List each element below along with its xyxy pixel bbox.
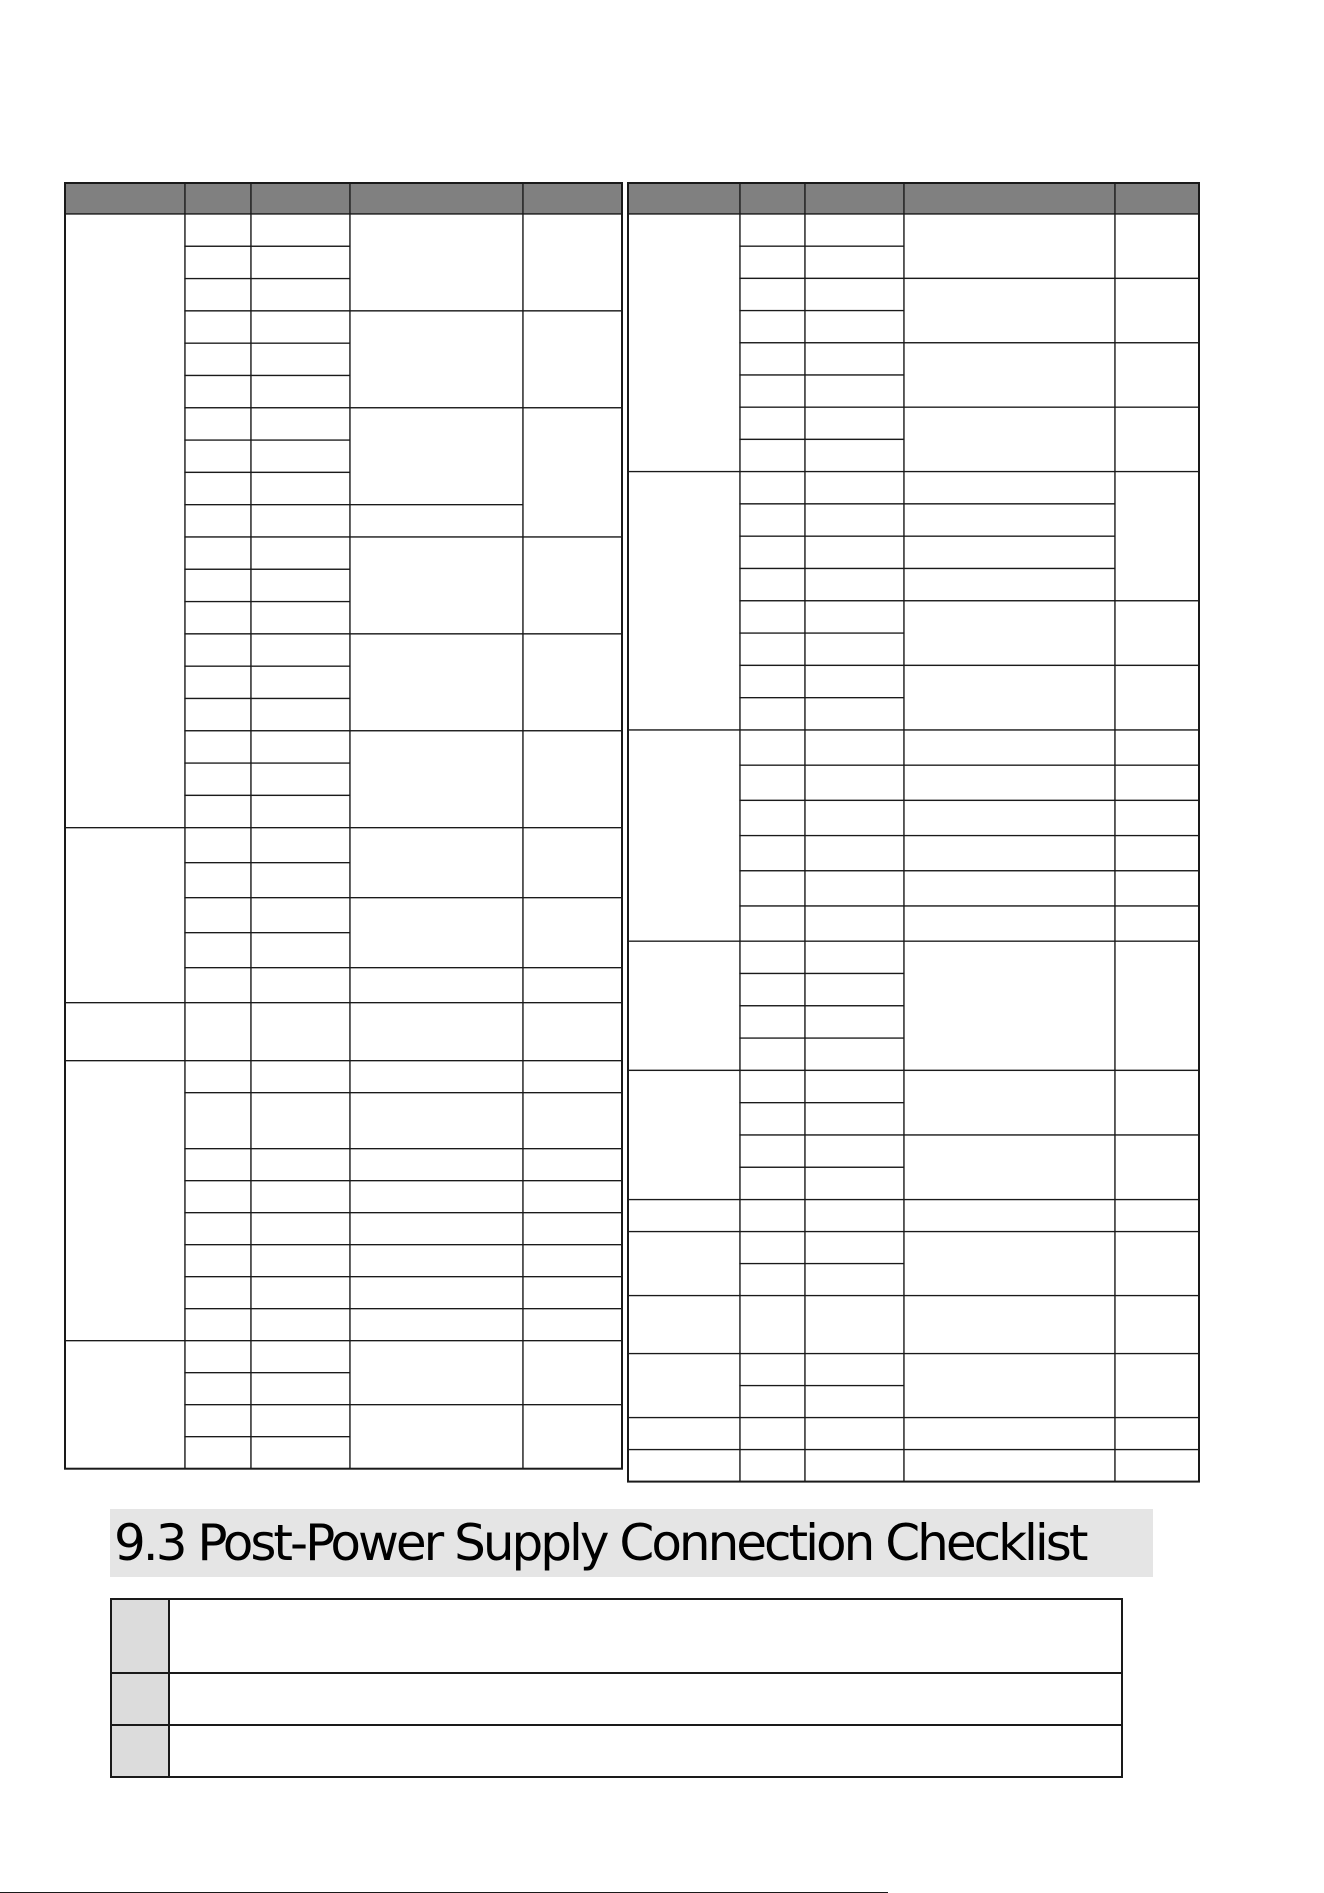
table-cell [185,1277,251,1309]
table-cell [904,536,1115,568]
table-cell [251,408,350,440]
table-cell [251,933,350,968]
table-cell [185,1405,251,1437]
table-cell [805,246,904,278]
checklist-row [110,1598,1123,1674]
table-cell [350,1309,523,1341]
table-cell [904,800,1115,835]
section-heading: 9.3 Post-Power Supply Connection Checklist [110,1509,1153,1577]
table-cell [185,1149,251,1181]
table-cell [805,1103,904,1135]
table-group-cell [628,1450,740,1482]
table-cell [523,537,622,634]
table-header-cell [904,183,1115,214]
checklist-row [110,1674,1123,1726]
table-cell [251,376,350,408]
table-cell [185,1437,251,1469]
table-cell [740,836,805,871]
table-cell [904,472,1115,504]
table-cell [523,1309,622,1341]
table-group-cell [628,941,740,1070]
table-cell [185,968,251,1003]
table-cell [904,601,1115,666]
table-cell [740,1006,805,1038]
table-cell [251,1309,350,1341]
table-cell [350,968,523,1003]
table-cell [251,246,350,278]
table-cell [740,800,805,835]
table-header-cell [740,183,805,214]
table-cell [805,1038,904,1070]
table-cell [523,1405,622,1469]
table-cell [185,763,251,795]
table-cell [1115,214,1199,278]
table-cell [805,1232,904,1264]
table-cell [740,375,805,407]
table-cell [185,311,251,343]
table-cell [740,1200,805,1232]
table-cell [185,246,251,278]
table-cell [185,1341,251,1373]
table-cell [740,1264,805,1296]
table-cell [740,278,805,310]
table-cell [740,214,805,246]
table-cell [740,569,805,601]
table-cell [805,941,904,973]
table-cell [350,311,523,408]
table-cell [740,601,805,633]
table-cell [185,1373,251,1405]
table-cell [251,1213,350,1245]
table-cell [350,408,523,505]
table-cell [350,1093,523,1149]
table-cell [1115,343,1199,407]
table-cell [251,505,350,537]
table-cell [805,974,904,1006]
table-cell [904,1296,1115,1354]
table-cell [740,1296,805,1354]
table-cell [1115,941,1199,1070]
table-cell [904,1418,1115,1450]
table-cell [251,472,350,504]
table-cell [904,765,1115,800]
checklist-item-text [170,1726,1121,1776]
table-header-cell [185,183,251,214]
table-cell [1115,1135,1199,1200]
table-header-cell [628,183,740,214]
table-cell [251,863,350,898]
table-group-cell [65,1003,185,1061]
table-cell [1115,730,1199,765]
table-cell [740,730,805,765]
table-cell [740,698,805,730]
table-cell [350,1061,523,1093]
table-cell [904,278,1115,342]
table-cell [1115,800,1199,835]
checklist-checkbox-cell [112,1600,170,1672]
table-cell [251,440,350,472]
table-cell [904,665,1115,730]
table-cell [185,666,251,698]
table-cell [185,472,251,504]
table-cell [805,633,904,665]
table-cell [805,1167,904,1199]
table-cell [740,1167,805,1199]
table-cell [740,665,805,697]
table-group-cell [628,472,740,730]
table-cell [185,279,251,311]
table-header-cell [251,183,350,214]
left-data-table [65,183,622,1469]
checklist-checkbox-cell [112,1726,170,1776]
table-group-cell [628,1232,740,1296]
table-cell [251,795,350,827]
table-cell [251,1405,350,1437]
table-group-cell [65,1061,185,1341]
table-cell [251,1061,350,1093]
table-cell [1115,1070,1199,1135]
table-cell [805,1264,904,1296]
table-cell [740,472,805,504]
table-cell [1115,1354,1199,1418]
table-cell [251,1093,350,1149]
table-cell [350,1245,523,1277]
table-cell [523,1213,622,1245]
table-cell [740,1070,805,1102]
table-cell [740,1135,805,1167]
right-data-table [628,183,1199,1482]
table-cell [805,1200,904,1232]
table-cell [185,343,251,375]
table-cell [1115,665,1199,730]
table-cell [251,666,350,698]
table-header-cell [523,183,622,214]
table-cell [251,1373,350,1405]
table-cell [523,1245,622,1277]
table-cell [740,1450,805,1482]
table-cell [740,1386,805,1418]
table-cell [1115,871,1199,906]
table-cell [740,311,805,343]
table-cell [350,1341,523,1405]
table-cell [740,871,805,906]
table-cell [1115,278,1199,342]
table-cell [251,731,350,763]
table-cell [350,731,523,828]
table-cell [904,1354,1115,1418]
table-cell [251,1149,350,1181]
table-cell [1115,1232,1199,1296]
table-group-cell [628,1070,740,1199]
table-cell [805,836,904,871]
table-cell [805,871,904,906]
table-cell [185,1093,251,1149]
table-cell [740,906,805,941]
table-cell [251,634,350,666]
table-cell [805,765,904,800]
table-cell [251,537,350,569]
table-group-cell [65,1341,185,1469]
table-cell [350,1149,523,1181]
table-cell [805,343,904,375]
table-cell [251,602,350,634]
table-cell [805,472,904,504]
table-cell [251,1003,350,1061]
checklist-checkbox-cell [112,1674,170,1724]
table-cell [904,871,1115,906]
table-cell [805,1386,904,1418]
table-cell [1115,1296,1199,1354]
table-cell [740,1038,805,1070]
table-cell [904,941,1115,1070]
table-cell [350,1213,523,1245]
table-cell [350,214,523,311]
table-cell [740,633,805,665]
table-cell [185,1003,251,1061]
table-cell [185,898,251,933]
table-cell [523,1341,622,1405]
checklist-row [110,1726,1123,1778]
table-cell [1115,836,1199,871]
table-cell [523,898,622,968]
table-cell [523,634,622,731]
table-cell [185,731,251,763]
table-cell [904,836,1115,871]
table-cell [805,375,904,407]
table-cell [1115,407,1199,471]
table-cell [251,1181,350,1213]
table-cell [251,1341,350,1373]
table-cell [805,730,904,765]
table-cell [185,1309,251,1341]
table-cell [904,214,1115,278]
table-cell [251,763,350,795]
table-cell [740,536,805,568]
table-group-cell [628,730,740,941]
table-cell [185,1213,251,1245]
table-cell [904,1232,1115,1296]
table-group-cell [628,1354,740,1418]
checklist-item-text [170,1674,1121,1724]
table-cell [185,933,251,968]
table-cell [1115,601,1199,666]
table-cell [185,699,251,731]
table-cell [805,1450,904,1482]
table-cell [523,1061,622,1093]
table-cell [740,1418,805,1450]
table-cell [1115,1418,1199,1450]
table-cell [185,505,251,537]
table-cell [805,1296,904,1354]
table-cell [251,214,350,246]
table-cell [251,1437,350,1469]
table-cell [904,569,1115,601]
table-cell [350,1181,523,1213]
table-cell [805,569,904,601]
table-cell [740,941,805,973]
table-cell [523,968,622,1003]
table-cell [805,601,904,633]
checklist-item-text [170,1600,1121,1672]
table-cell [1115,1200,1199,1232]
table-cell [805,1070,904,1102]
table-cell [805,1135,904,1167]
table-cell [805,1354,904,1386]
table-cell [523,214,622,311]
table-cell [251,968,350,1003]
table-cell [805,536,904,568]
table-cell [185,795,251,827]
table-cell [740,504,805,536]
table-cell [805,800,904,835]
table-cell [805,665,904,697]
table-cell [523,408,622,537]
table-cell [185,569,251,601]
table-cell [523,311,622,408]
table-header-cell [65,183,185,214]
table-group-cell [628,1200,740,1232]
table-cell [185,1245,251,1277]
table-cell [523,731,622,828]
table-cell [740,246,805,278]
table-cell [350,634,523,731]
table-header-cell [805,183,904,214]
table-cell [185,863,251,898]
table-cell [740,974,805,1006]
table-cell [523,1093,622,1149]
table-header-cell [350,183,523,214]
table-cell [523,1149,622,1181]
table-cell [350,1405,523,1469]
table-cell [1115,765,1199,800]
table-group-cell [628,1296,740,1354]
table-group-cell [65,828,185,1003]
table-group-cell [628,1418,740,1450]
table-cell [740,1354,805,1386]
table-cell [805,698,904,730]
table-cell [350,898,523,968]
table-cell [904,407,1115,471]
table-cell [251,699,350,731]
table-cell [185,376,251,408]
table-cell [805,407,904,439]
table-cell [185,537,251,569]
table-cell [805,504,904,536]
table-cell [740,407,805,439]
table-cell [185,408,251,440]
table-cell [1115,906,1199,941]
table-cell [350,505,523,537]
table-cell [523,1181,622,1213]
table-cell [805,278,904,310]
table-cell [740,439,805,471]
table-cell [251,311,350,343]
table-cell [740,1232,805,1264]
table-cell [185,602,251,634]
table-cell [251,1245,350,1277]
table-cell [904,504,1115,536]
table-cell [805,439,904,471]
table-cell [904,1135,1115,1200]
table-cell [904,730,1115,765]
table-cell [251,279,350,311]
table-cell [251,569,350,601]
table-cell [904,343,1115,407]
table-cell [1115,1450,1199,1482]
table-cell [185,1061,251,1093]
table-cell [185,214,251,246]
table-cell [740,343,805,375]
table-cell [805,906,904,941]
table-cell [251,898,350,933]
table-group-cell [65,214,185,828]
table-header-cell [1115,183,1199,214]
table-cell [523,1277,622,1309]
table-cell [805,1418,904,1450]
table-cell [350,537,523,634]
table-cell [185,1181,251,1213]
table-cell [904,906,1115,941]
table-cell [350,1003,523,1061]
table-cell [251,1277,350,1309]
table-cell [904,1200,1115,1232]
table-cell [251,828,350,863]
table-cell [805,214,904,246]
table-cell [523,1003,622,1061]
checklist-table [110,1598,1123,1778]
table-cell [740,765,805,800]
table-cell [185,634,251,666]
table-cell [350,828,523,898]
table-cell [350,1277,523,1309]
table-cell [904,1070,1115,1135]
table-cell [185,440,251,472]
table-cell [523,828,622,898]
table-group-cell [628,214,740,472]
table-cell [805,311,904,343]
table-cell [251,343,350,375]
table-cell [185,828,251,863]
table-cell [740,1103,805,1135]
table-cell [904,1450,1115,1482]
table-cell [1115,472,1199,601]
table-cell [805,1006,904,1038]
